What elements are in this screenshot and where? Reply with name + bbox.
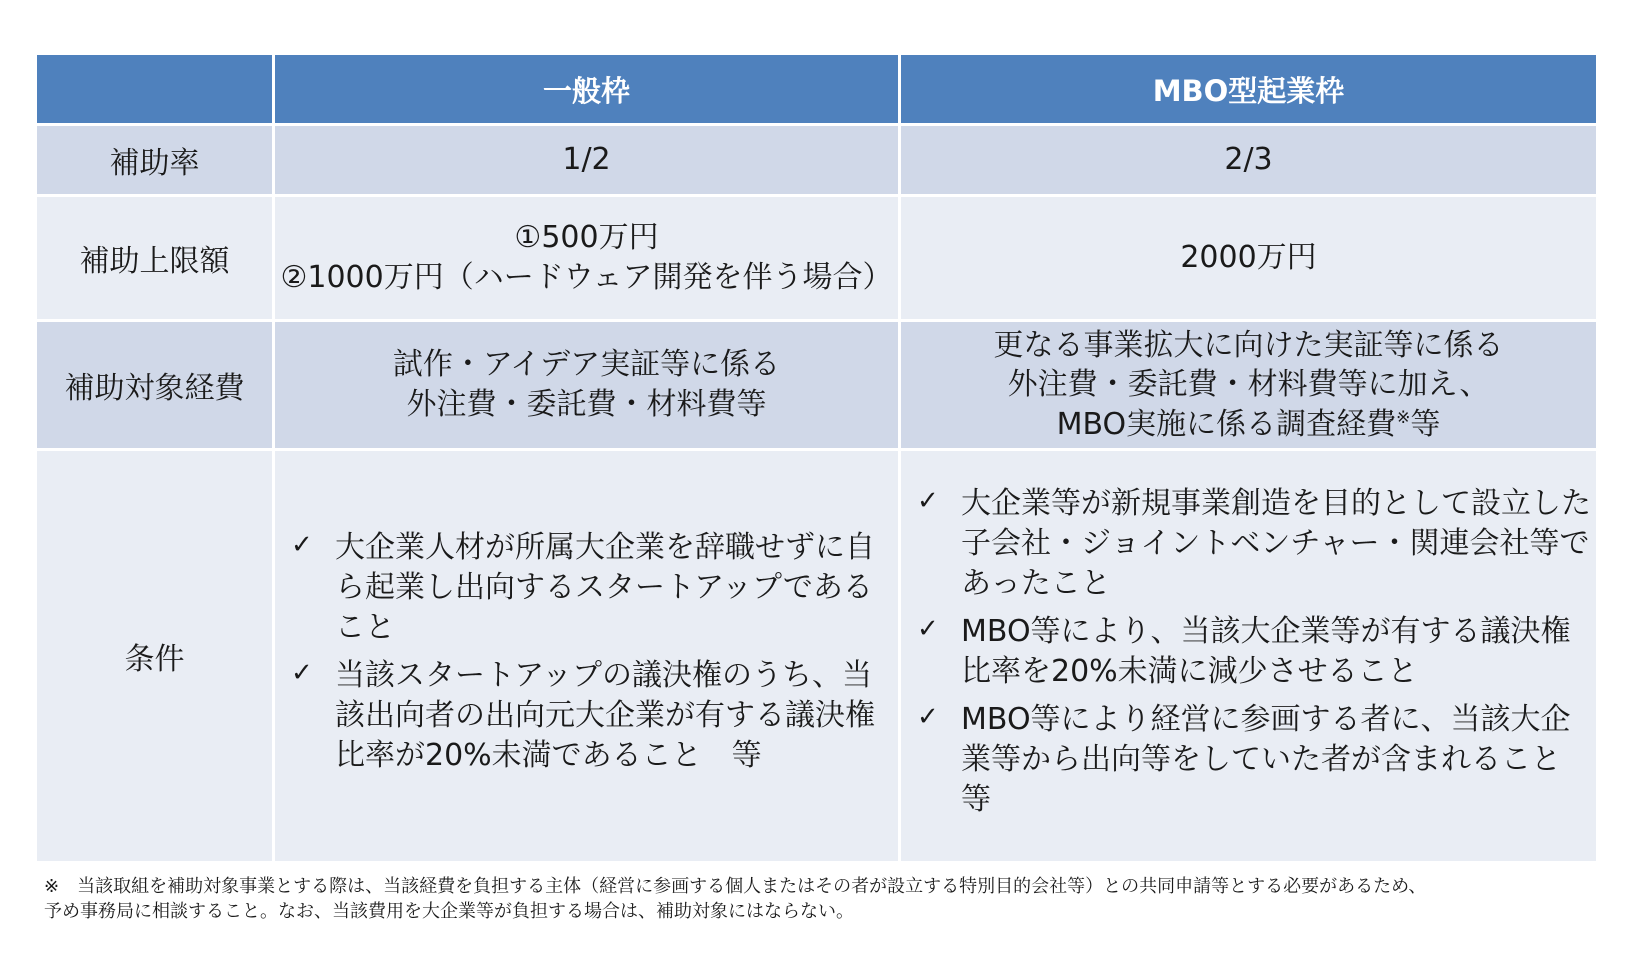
rate-general: 1/2	[274, 125, 900, 196]
header-corner	[36, 54, 274, 125]
list-item	[901, 700, 1596, 820]
rate-mbo: 2/3	[900, 125, 1598, 196]
footnote-marker: ※	[1396, 407, 1411, 428]
condition-text: MBO等により、当該大企業等が有する議決権比率を20%未満に減少させること	[961, 614, 1571, 689]
conditions-general	[274, 450, 900, 863]
condition-text: 大企業人材が所属大企業を辞職せずに自ら起業し出向するスタートアップであること	[335, 530, 875, 646]
list-item	[275, 528, 898, 648]
footnote-line1: ※ 当該取組を補助対象事業とする際は、当該経費を負担する主体（経営に参画する個人またはその者が設立する特別目的会社等）との共同申請等とする必要があるため、	[44, 876, 1427, 897]
expenses-general-line2: 外注費・委託費・材料費等	[406, 387, 767, 422]
check-icon: ✓	[917, 486, 939, 517]
conditions-general-list	[275, 528, 898, 775]
footnote	[44, 875, 1604, 925]
check-icon: ✓	[291, 530, 313, 561]
list-item	[901, 612, 1596, 692]
cap-mbo: 2000万円	[900, 196, 1598, 321]
list-item	[901, 484, 1596, 604]
list-item	[275, 656, 898, 776]
expenses-label: 補助対象経費	[36, 321, 274, 450]
expenses-general	[274, 321, 900, 450]
subsidy-comparison-table	[34, 52, 1599, 864]
footnote-line2: 予め事務局に相談すること。なお、当該費用を大企業等が負担する場合は、補助対象にはならない。	[44, 900, 854, 922]
expenses-mbo-line3-text: MBO実施に係る調査経費	[1056, 406, 1397, 442]
check-icon: ✓	[917, 701, 939, 732]
cap-general	[274, 196, 900, 321]
condition-text: 当該スタートアップの議決権のうち、当該出向者の出向元大企業が有する議決権比率が20%未満であること 等	[335, 658, 875, 773]
condition-text: MBO等により経営に参画する者に、当該大企業等から出向等をしていた者が含まれること 等	[961, 701, 1591, 817]
condition-text: 大企業等が新規事業創造を目的として設立した子会社・ジョイントベンチャー・関連会社等であったこと	[961, 486, 1591, 602]
header-mbo: MBO型起業枠	[900, 54, 1598, 125]
header-general: 一般枠	[274, 54, 900, 125]
expenses-mbo-line1: 更なる事業拡大に向けた実証等に係る	[993, 327, 1504, 363]
conditions-label: 条件	[36, 450, 274, 863]
cap-label: 補助上限額	[36, 196, 274, 321]
rate-row	[36, 125, 1598, 196]
conditions-mbo-list	[901, 484, 1596, 819]
cap-row	[36, 196, 1598, 321]
conditions-mbo	[900, 450, 1598, 863]
conditions-row	[36, 450, 1598, 863]
expenses-mbo-line3-suffix: 等	[1410, 406, 1441, 442]
expenses-mbo-line2: 外注費・委託費・材料費等に加え、	[1007, 367, 1490, 403]
check-icon: ✓	[917, 614, 939, 645]
expenses-mbo-line3	[901, 405, 1596, 445]
check-icon: ✓	[291, 658, 313, 688]
rate-label: 補助率	[36, 125, 274, 196]
expenses-mbo	[900, 321, 1598, 450]
expenses-row	[36, 321, 1598, 450]
cap-general-line1: ①500万円	[514, 220, 659, 256]
expenses-general-line1: 試作・アイデア実証等に係る	[392, 347, 781, 383]
cap-general-line2: ②1000万円（ハードウェア開発を伴う場合）	[280, 260, 893, 295]
header-row	[36, 54, 1598, 125]
